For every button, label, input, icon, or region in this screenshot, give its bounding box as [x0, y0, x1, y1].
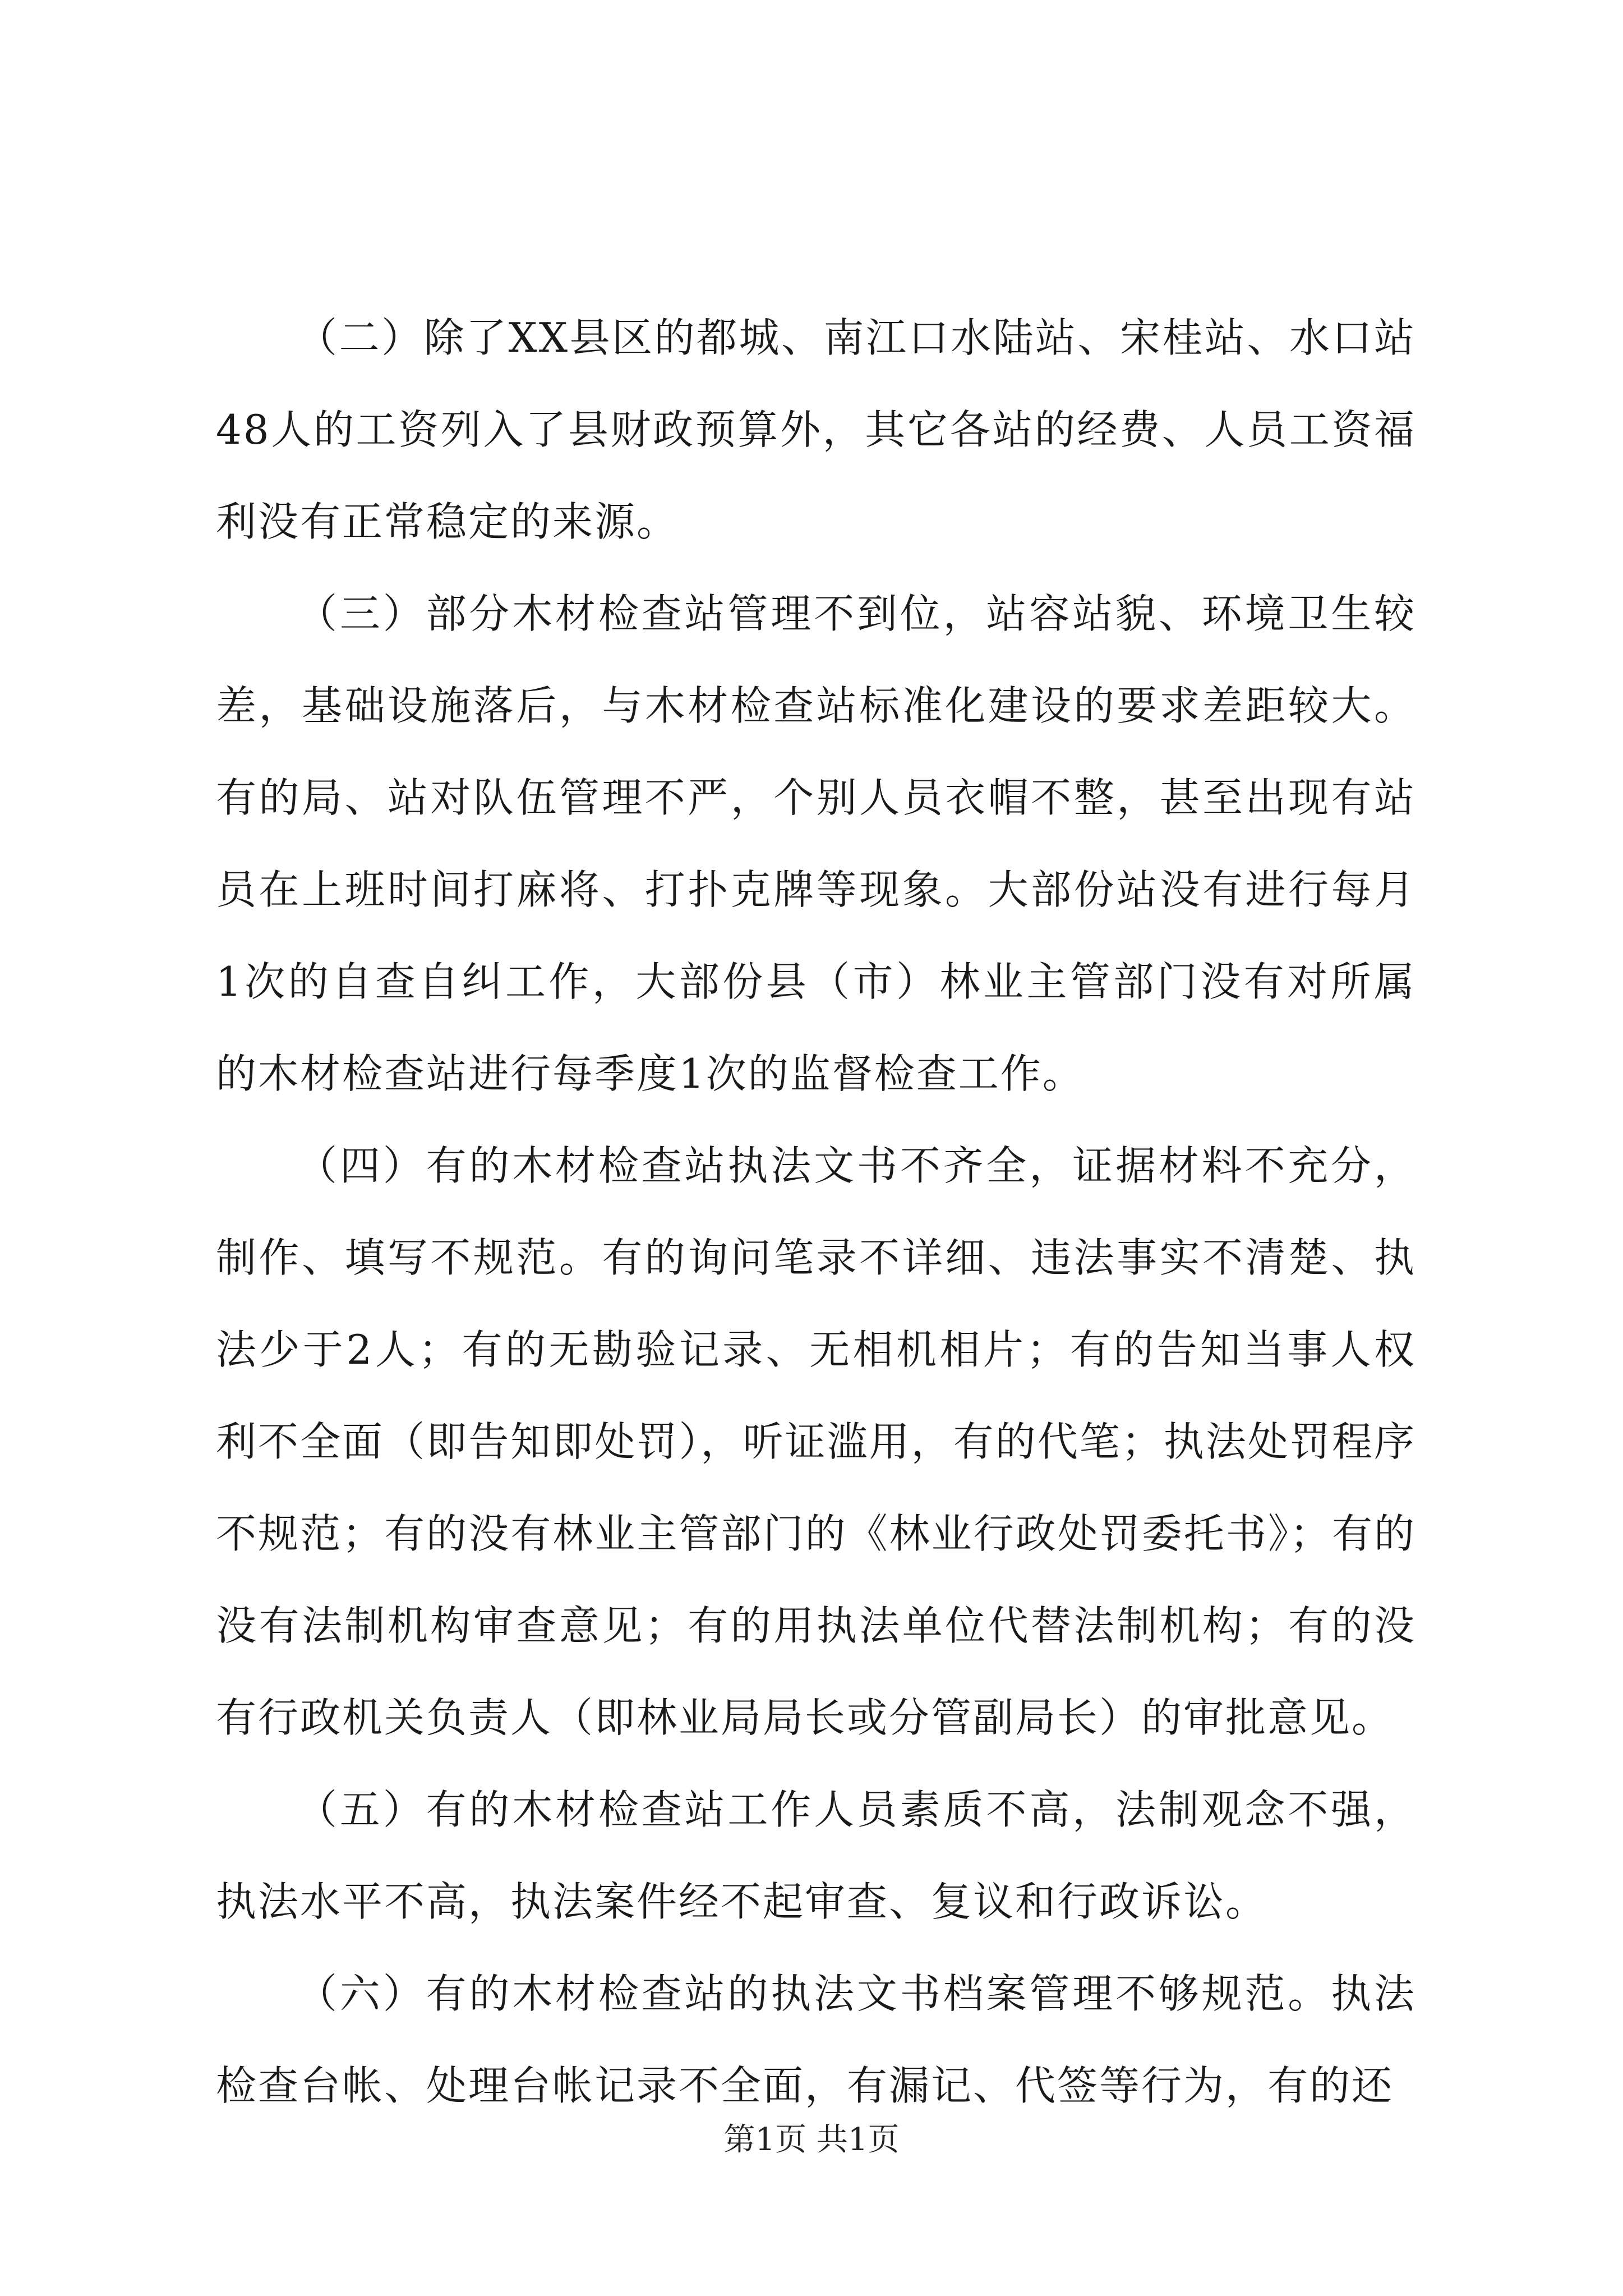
paragraph-2: （二）除了XX县区的都城、南江口水陆站、宋桂站、水口站48人的工资列入了县财政预算外，其它各站的经费、人员工资福利没有正常稳定的来源。 — [216, 314, 1416, 545]
paragraph-4: （四）有的木材检查站执法文书不齐全，证据材料不充分，制作、填写不规范。有的询问笔录不详细、违法事实不清楚、执法少于2人；有的无勘验记录、无相机相片；有的告知当事人权利不全面（即告知即处罚），听证滥用，有的代笔；执法处罚程序不规范；有的没有林业主管部门的《林业行政处罚委托书》；有的没有法制机构审查意见；有的用执法单位代替法制机构；有的没有行政机关负责人（即林业局局长或分管副局长）的审批意见。 — [216, 1142, 1416, 1741]
paragraph-3: （三）部分木材检查站管理不到位，站容站貌、环境卫生较差，基础设施落后，与木材检查站标准化建设的要求差距较大。有的局、站对队伍管理不严，个别人员衣帽不整，甚至出现有站员在上班时间打麻将、打扑克牌等现象。大部份站没有进行每月1次的自查自纠工作，大部份县（市）林业主管部门没有对所属的木材检查站进行每季度1次的监督检查工作。 — [216, 590, 1416, 1097]
paragraph-5: （五）有的木材检查站工作人员素质不高，法制观念不强，执法水平不高，执法案件经不起审查、复议和行政诉讼。 — [216, 1786, 1416, 1925]
paragraph-6: （六）有的木材检查站的执法文书档案管理不够规范。执法检查台帐、处理台帐记录不全面，有漏记、代签等行为，有的还 — [216, 1970, 1416, 2109]
page-footer: 第1页 共1页 — [723, 2122, 900, 2158]
document-body — [216, 292, 1416, 2132]
